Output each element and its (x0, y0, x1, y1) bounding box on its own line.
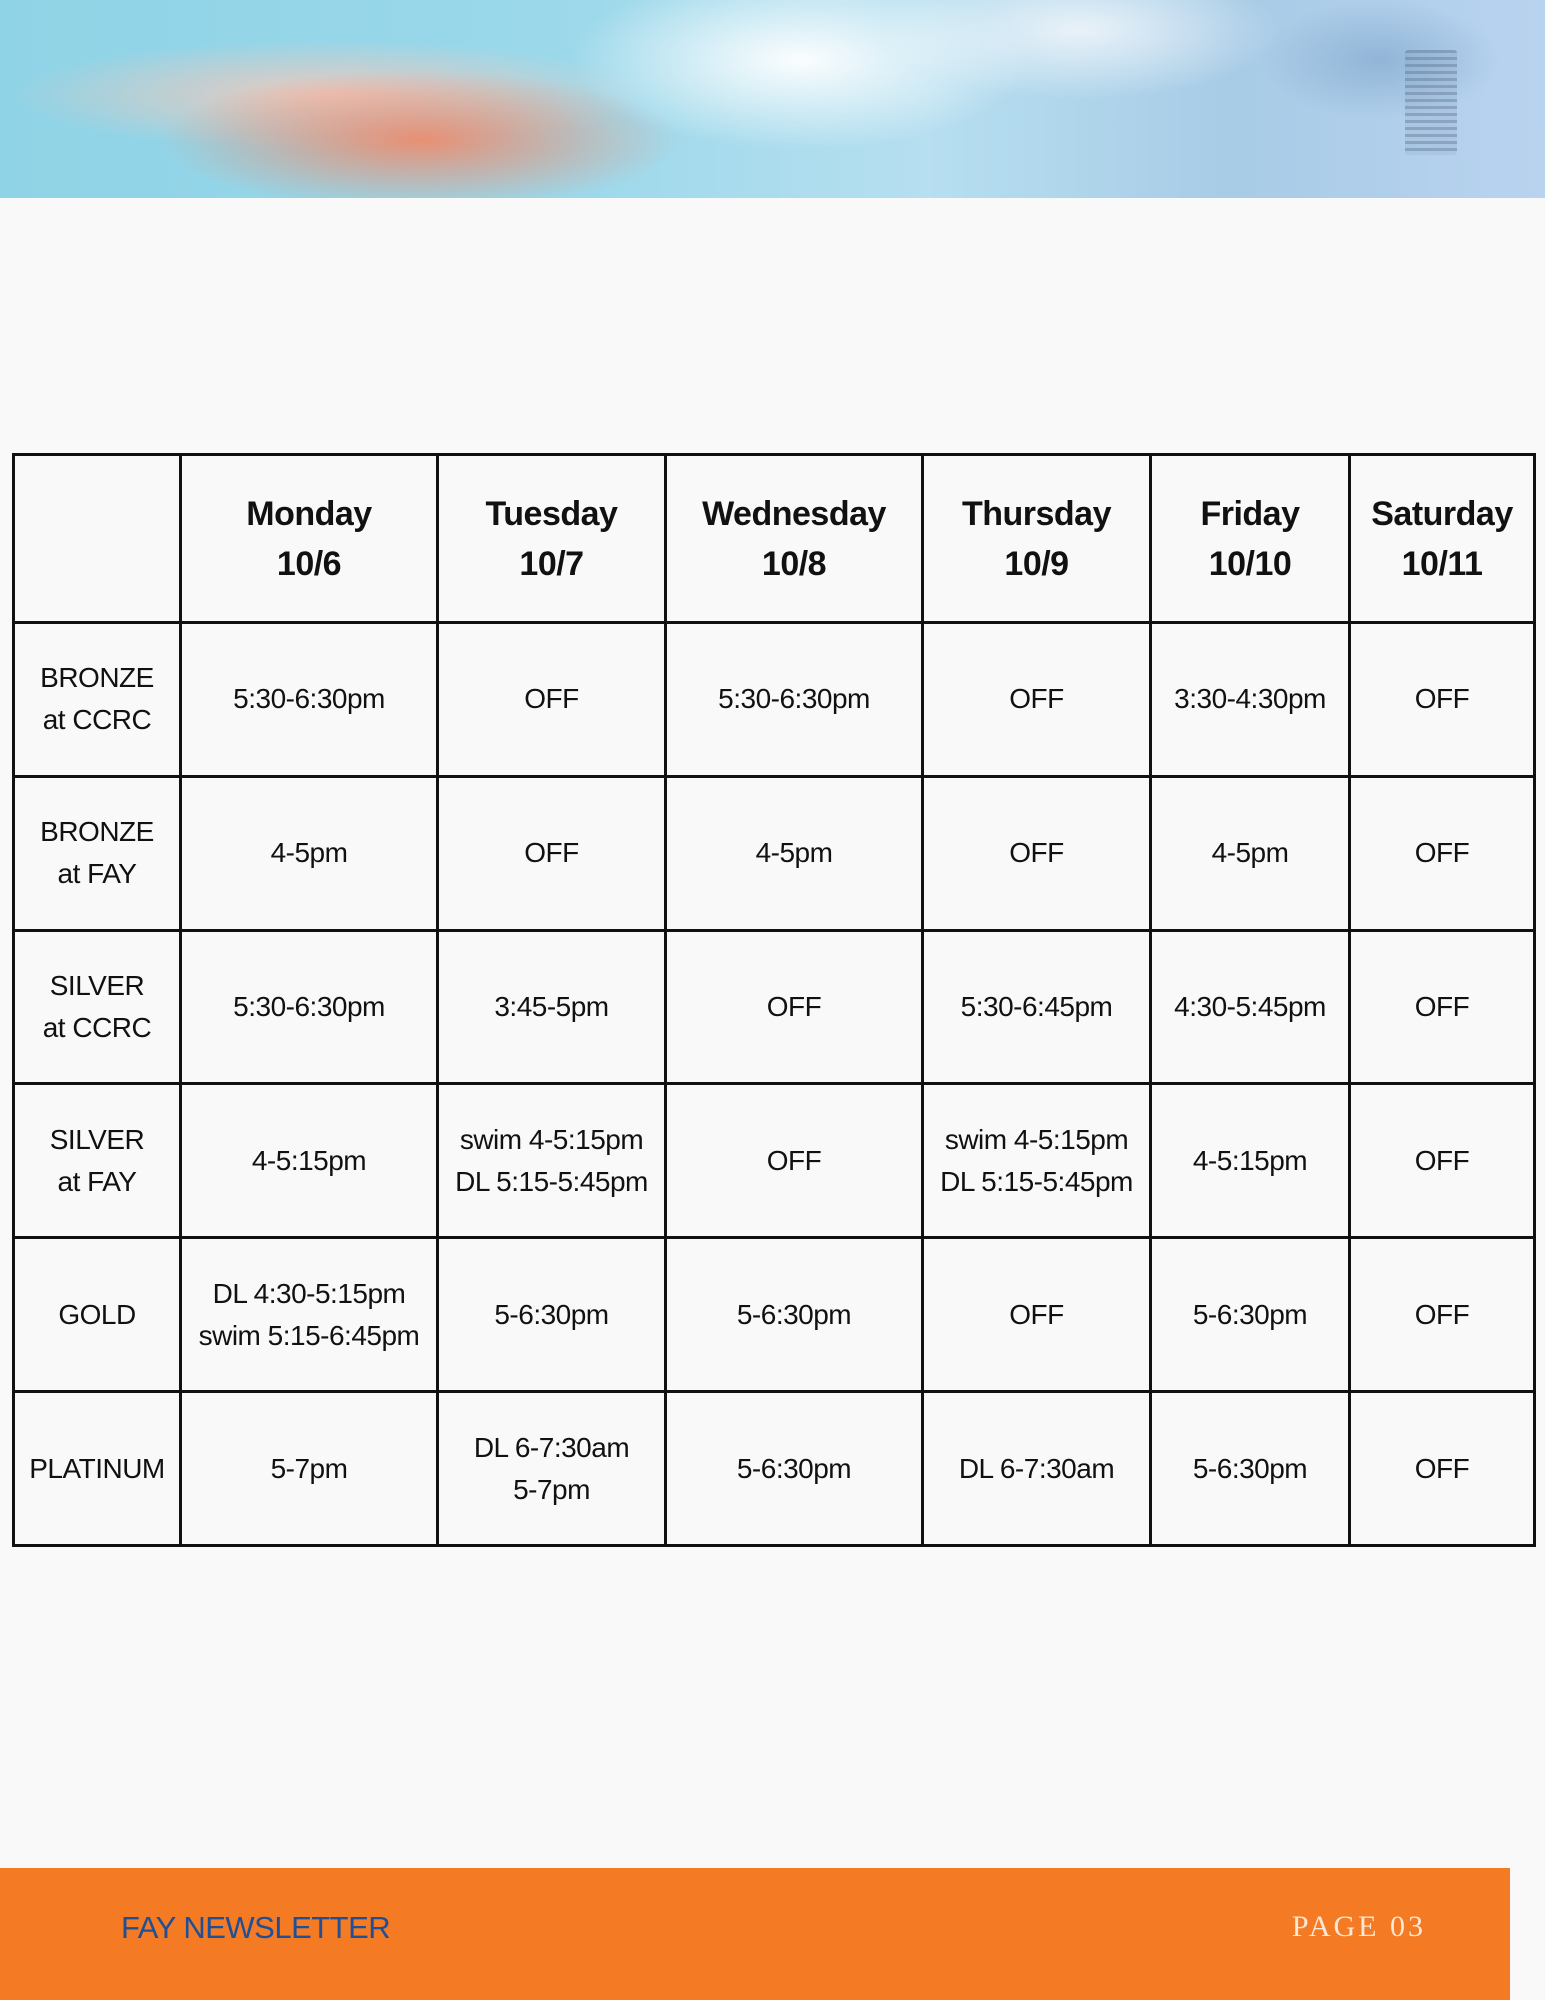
day-header: Thursday 10/9 (923, 455, 1151, 623)
time-cell: 5:30-6:30pm (181, 930, 438, 1084)
time-cell: 5-7pm (181, 1392, 438, 1546)
time-cell: 4-5:15pm (181, 1084, 438, 1238)
header-row (14, 455, 1535, 623)
time-cell: DL 4:30-5:15pm swim 5:15-6:45pm (181, 1238, 438, 1392)
time-cell: 5-6:30pm (1151, 1392, 1350, 1546)
time-cell: 4-5pm (181, 776, 438, 930)
group-label: BRONZE at CCRC (14, 623, 181, 777)
time-cell: 5-6:30pm (666, 1392, 923, 1546)
table-row (14, 1238, 1535, 1392)
time-cell: OFF (438, 776, 666, 930)
time-cell: OFF (666, 1084, 923, 1238)
time-cell: OFF (438, 623, 666, 777)
time-cell: 4-5pm (666, 776, 923, 930)
time-cell: OFF (923, 623, 1151, 777)
time-cell: 5-6:30pm (1151, 1238, 1350, 1392)
table-row (14, 930, 1535, 1084)
day-header: Wednesday 10/8 (666, 455, 923, 623)
time-cell: 5:30-6:45pm (923, 930, 1151, 1084)
group-label: PLATINUM (14, 1392, 181, 1546)
group-label: SILVER at CCRC (14, 930, 181, 1084)
time-cell: OFF (923, 776, 1151, 930)
group-label: BRONZE at FAY (14, 776, 181, 930)
time-cell: OFF (1350, 623, 1535, 777)
time-cell: swim 4-5:15pm DL 5:15-5:45pm (438, 1084, 666, 1238)
time-cell: swim 4-5:15pm DL 5:15-5:45pm (923, 1084, 1151, 1238)
time-cell: 3:30-4:30pm (1151, 623, 1350, 777)
page-number: PAGE 03 (1291, 1910, 1426, 1943)
time-cell: OFF (1350, 930, 1535, 1084)
corner-cell (14, 455, 181, 623)
time-cell: 4:30-5:45pm (1151, 930, 1350, 1084)
time-cell: OFF (1350, 776, 1535, 930)
table-row (14, 1084, 1535, 1238)
time-cell: 5-6:30pm (666, 1238, 923, 1392)
group-label: SILVER at FAY (14, 1084, 181, 1238)
time-cell: 5:30-6:30pm (181, 623, 438, 777)
day-header: Monday 10/6 (181, 455, 438, 623)
day-header: Friday 10/10 (1151, 455, 1350, 623)
header-photo-swimmer (0, 0, 1545, 198)
time-cell: DL 6-7:30am (923, 1392, 1151, 1546)
time-cell: OFF (1350, 1238, 1535, 1392)
pool-grate (1405, 50, 1457, 155)
day-header: Saturday 10/11 (1350, 455, 1535, 623)
time-cell: OFF (1350, 1084, 1535, 1238)
time-cell: DL 6-7:30am 5-7pm (438, 1392, 666, 1546)
group-label: GOLD (14, 1238, 181, 1392)
time-cell: 5-6:30pm (438, 1238, 666, 1392)
footer-bar (0, 1868, 1510, 2000)
time-cell: OFF (666, 930, 923, 1084)
table-row (14, 776, 1535, 930)
newsletter-name: FAY NEWSLETTER (121, 1910, 391, 1945)
time-cell: OFF (923, 1238, 1151, 1392)
time-cell: 3:45-5pm (438, 930, 666, 1084)
time-cell: 4-5pm (1151, 776, 1350, 930)
time-cell: 5:30-6:30pm (666, 623, 923, 777)
time-cell: 4-5:15pm (1151, 1084, 1350, 1238)
table-row (14, 623, 1535, 777)
day-header: Tuesday 10/7 (438, 455, 666, 623)
time-cell: OFF (1350, 1392, 1535, 1546)
practice-schedule-table (12, 453, 1536, 1547)
table-row (14, 1392, 1535, 1546)
